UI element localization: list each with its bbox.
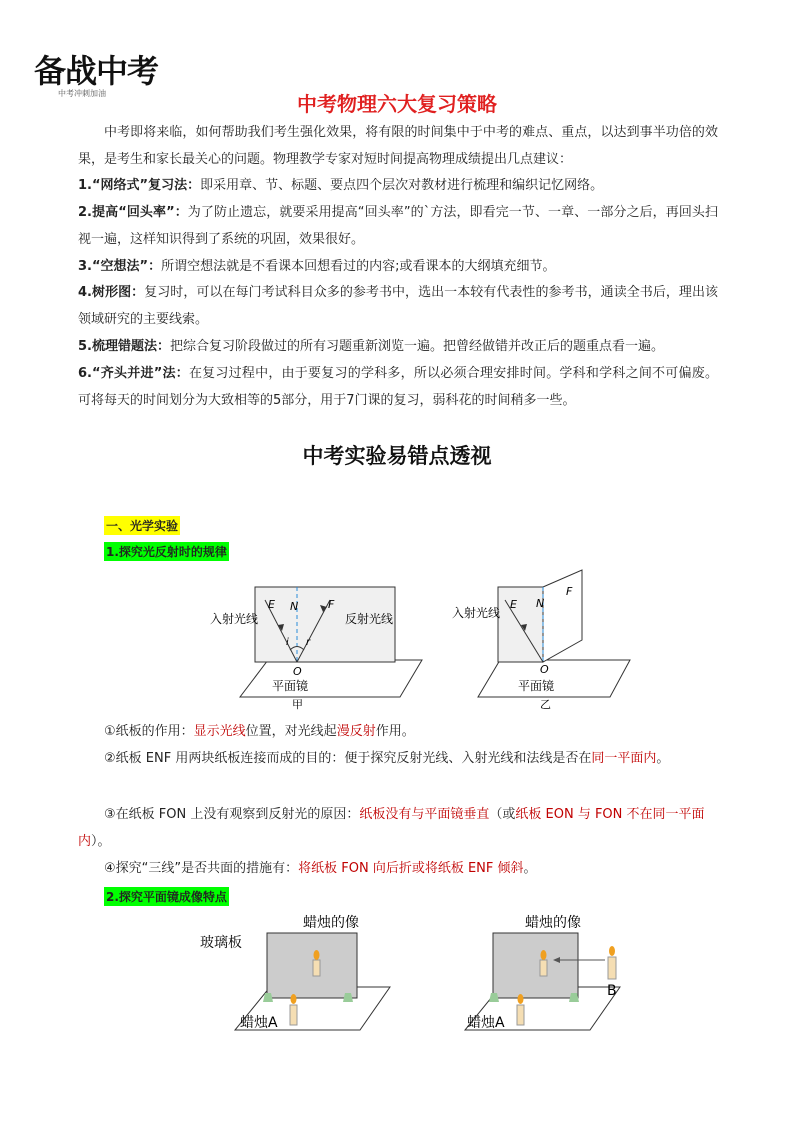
point-text: ④探究“三线”是否共面的措施有： (104, 861, 299, 876)
point-highlight: 显示光线 (193, 724, 246, 739)
point-highlight: 同一平面内 (591, 751, 657, 766)
caption-yi: 乙 (540, 698, 551, 711)
candle-image-label: 蜡烛的像 (525, 915, 581, 931)
subsection-reflection: 1.探究光反射时的规律 (104, 542, 229, 561)
label-N: N (536, 597, 545, 610)
point-1 (78, 718, 718, 745)
tip-6 (78, 361, 718, 414)
section-optics: 一、光学实验 (104, 516, 180, 535)
candle-image-label: 蜡烛的像 (303, 915, 359, 931)
glass-plate-label: 玻璃板 (200, 935, 242, 951)
label-E: E (510, 598, 517, 611)
point-text: ）。 (91, 834, 111, 849)
tip-1 (78, 173, 718, 200)
tip-label: 4.树形图： (78, 285, 145, 300)
tip-text: 在复习过程中，由于要复习的学科多，所以必须合理安排时间。学科和学科之间不可偏废。可将每天的时间划分为大致相等的5部分，用于7门课的复习，弱科花的时间稍多一些。 (78, 366, 718, 408)
tip-3 (78, 254, 718, 281)
point-highlight: 纸板没有与平面镜垂直 (359, 807, 490, 822)
label-r: r (306, 637, 311, 648)
point-text: ②纸板 ENF 用两块纸板连接而成的目的：便于探究反射光线、入射光线和法线是否在 (104, 751, 592, 766)
label-O: O (293, 665, 302, 678)
tip-label: 5.梳理错题法： (78, 339, 170, 354)
point-3 (78, 801, 718, 855)
label-F: F (328, 598, 335, 611)
point-highlight: 漫反射 (336, 724, 376, 739)
tip-2 (78, 200, 718, 253)
mirror-label: 平面镜 (272, 679, 309, 693)
point-4 (78, 855, 718, 882)
point-highlight: 纸板 EON 与 FON 不在同一平面内 (78, 807, 705, 849)
tip-text: 即采用章、节、标题、要点四个层次对教材进行梳理和编织记忆网络。 (200, 178, 604, 193)
tip-label: 1.“网络式”复习法： (78, 178, 201, 193)
tip-label: 3.“空想法”： (78, 259, 162, 274)
point-text: 位置，对光线起 (245, 724, 337, 739)
intro-paragraph: 中考即将来临，如何帮助我们考生强化效果，将有限的时间集中于中考的难点、重点，以达到事半功倍的效果，是考生和家长最关心的问题。物理教学专家对短时间提高物理成绩提出几点建议： (78, 125, 718, 167)
page-title: 中考物理六大复习策略 (297, 92, 497, 116)
incident-ray-label: 入射光线 (452, 606, 501, 620)
point-text: ③在纸板 FON 上没有观察到反射光的原因： (104, 807, 360, 822)
reflected-ray-label: 反射光线 (345, 612, 394, 626)
point-text: 。 (523, 861, 537, 876)
point-2 (78, 745, 718, 772)
label-O: O (540, 663, 549, 676)
label-E: E (268, 598, 275, 611)
point-text: 。 (656, 751, 670, 766)
label-i: i (286, 637, 289, 648)
tip-5 (78, 334, 718, 361)
point-text: 作用。 (375, 724, 415, 739)
label-F: F (566, 585, 573, 598)
subsection-plane-mirror: 2.探究平面镜成像特点 (104, 887, 229, 906)
incident-ray-label: 入射光线 (210, 612, 259, 626)
tip-text: 把综合复习阶段做过的所有习题重新浏览一遍。把曾经做错并改正后的题重点看一遍。 (169, 339, 664, 354)
tip-text: 所谓空想法就是不看课本回想看过的内容;或看课本的大纲填充细节。 (161, 259, 556, 274)
section-heading: 中考实验易错点透视 (302, 443, 492, 468)
point-text: ①纸板的作用： (104, 724, 194, 739)
candle-a-label: 蜡烛A (467, 1015, 505, 1031)
candle-b-label: B (607, 983, 617, 999)
label-N: N (290, 600, 299, 613)
tip-label: 6.“齐头并进”法： (78, 366, 189, 381)
tip-label: 2.提高“回头率”： (78, 205, 188, 220)
point-text: （或 (489, 807, 516, 822)
point-highlight: 将纸板 FON 向后折或将纸板 ENF 倾斜 (298, 861, 524, 876)
caption-jia: 甲 (292, 698, 303, 711)
candle-a-label: 蜡烛A (240, 1015, 278, 1031)
tip-4 (78, 280, 718, 333)
logo-subtitle: 中考冲刺加油 (58, 89, 106, 98)
tip-text: 为了防止遗忘，就要采用提高“回头率”的`方法，即看完一节、一章、一部分之后，再回头扫视一遍，这样知识得到了系统的巩固，效果很好。 (78, 205, 718, 247)
plane-mirror-figure (195, 905, 645, 1040)
reflection-figure (200, 565, 640, 715)
tip-text: 复习时，可以在每门考试科目众多的参考书中，选出一本较有代表性的参考书，通读全书后，理出该领域研究的主要线索。 (78, 285, 718, 327)
logo-text: 备战中考 (34, 52, 159, 90)
mirror-label: 平面镜 (518, 679, 555, 693)
